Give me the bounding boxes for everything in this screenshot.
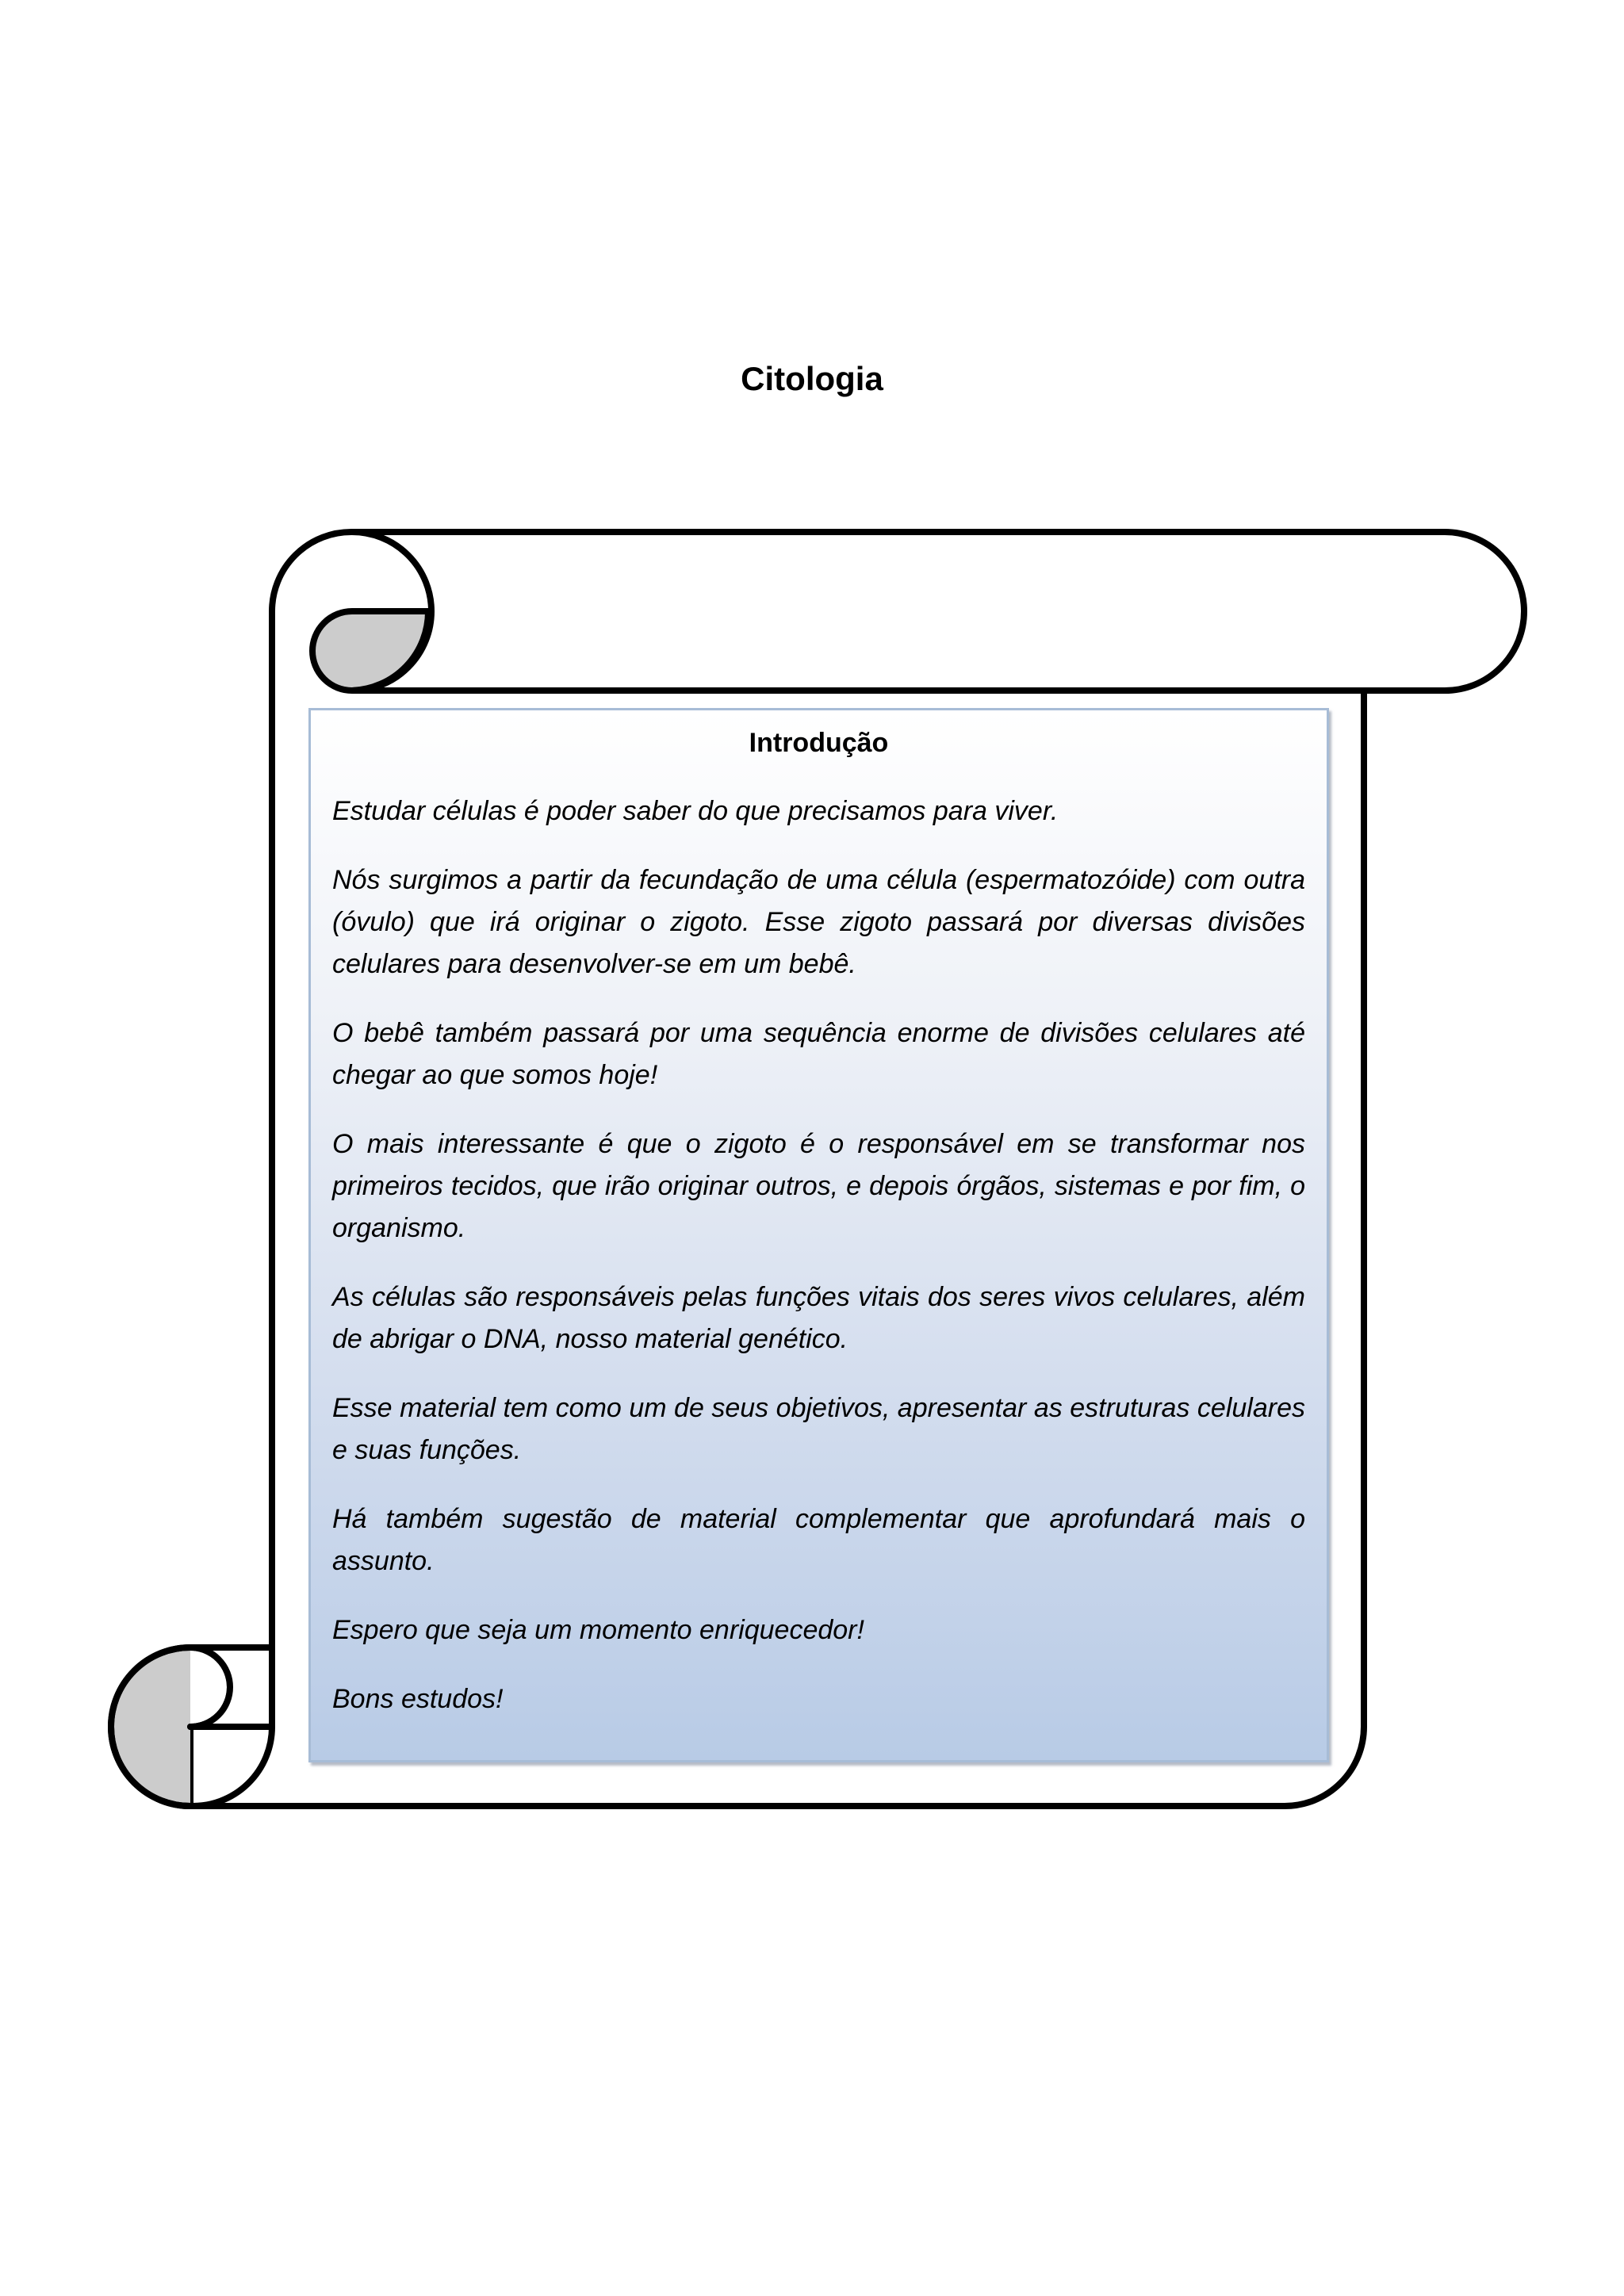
intro-box [308,708,1329,1762]
intro-paragraph: Há também sugestão de material complementar que aprofundará mais o assunto. [332,1504,1305,1576]
intro-paragraph: As células são responsáveis pelas funções vitais dos seres vivos celulares, além de abrigar o DNA, nosso material genético. [332,1282,1305,1354]
intro-paragraph: Nós surgimos a partir da fecundação de uma célula (espermatozóide) com outra (óvulo) que irá originar o zigoto. Esse zigoto passará por diversas divisões celulares para desenvolver-se em um bebê. [332,865,1305,979]
scroll-bottom-curl-inner [190,1647,272,1727]
intro-paragraph: O bebê também passará por uma sequência enorme de divisões celulares até chegar ao que somos hoje! [332,1018,1305,1090]
intro-paragraph: Esse material tem como um de seus objetivos, apresentar as estruturas celulares e suas funções. [332,1393,1305,1465]
intro-paragraph: Estudar células é poder saber do que precisamos para viver. [332,796,1059,826]
intro-heading: Introdução [749,728,889,758]
intro-paragraph: O mais interessante é que o zigoto é o responsável em se transformar nos primeiros tecidos, que irão originar outros, e depois órgãos, sistemas e por fim, o organismo. [332,1129,1305,1243]
page-title: Citologia [741,360,883,397]
intro-paragraph: Bons estudos! [332,1684,504,1714]
intro-paragraph: Espero que seja um momento enriquecedor! [332,1615,864,1645]
